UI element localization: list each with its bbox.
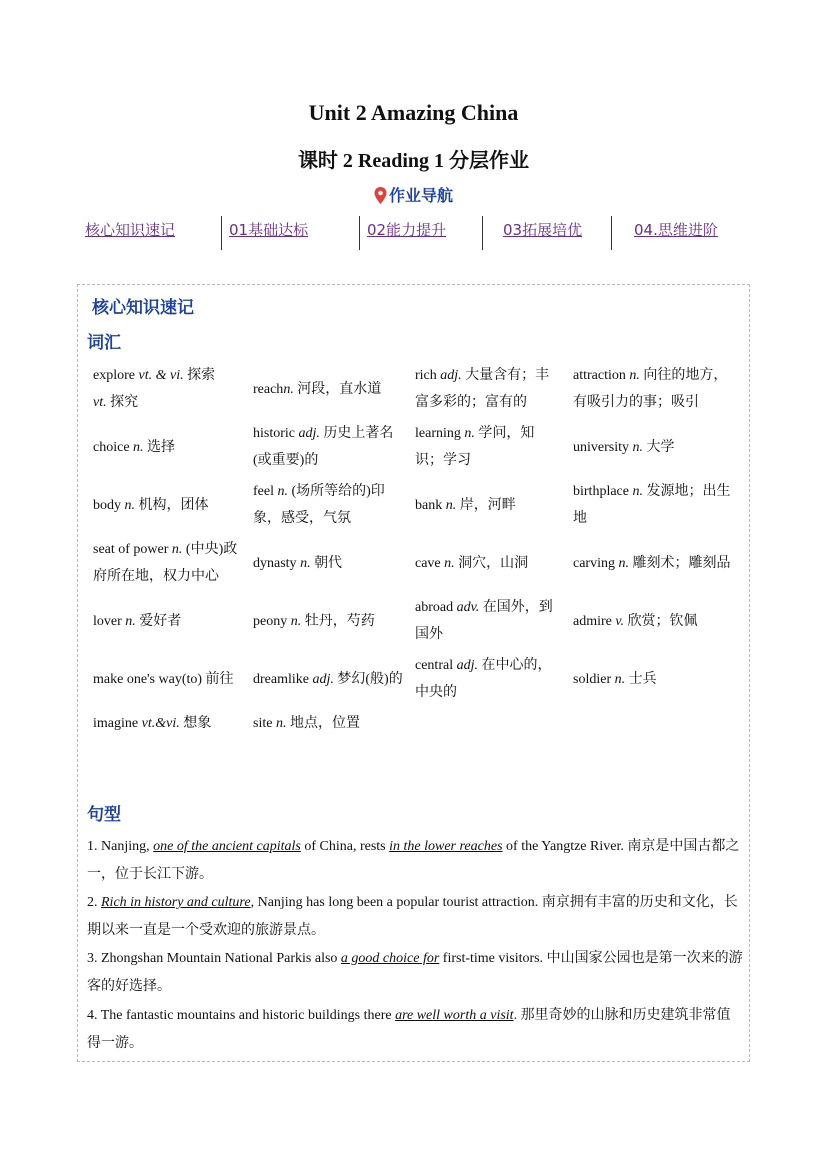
document-subtitle: 课时 2 Reading 1 分层作业 — [297, 150, 530, 172]
vocab-pos: n. — [133, 439, 144, 455]
vocab-meaning: 向往的地方，有吸引力的事；吸引 — [573, 368, 728, 410]
vocab-word: cave — [415, 555, 445, 571]
sentence-key-phrase: in the lower reaches — [389, 839, 503, 854]
vocab-pos: adj. — [298, 426, 320, 441]
vocab-word: learning — [415, 426, 465, 441]
vocab-pos: n. — [444, 555, 455, 571]
vocab-word: attraction — [573, 368, 630, 383]
vocab-pos: n. — [464, 426, 475, 441]
vocab-meaning: 机构，团体 — [135, 497, 209, 513]
nav-link-extension[interactable]: 03拓展培优 — [503, 221, 583, 239]
vocab-entry — [409, 360, 567, 418]
nav-divider — [359, 216, 360, 250]
vocab-pos: n. — [283, 381, 294, 397]
vocab-word: historic — [253, 426, 299, 441]
vocab-meaning: 朝代 — [310, 555, 343, 571]
vocab-word: dreamlike — [253, 671, 313, 687]
nav-link-thinking[interactable]: 04.思维进阶 — [634, 221, 718, 239]
vocab-entry — [247, 534, 409, 592]
vocab-row — [87, 418, 743, 476]
vocab-entry — [247, 592, 409, 650]
vocab-pos: n. — [618, 555, 629, 571]
vocab-pos: vt. & vi. — [138, 368, 184, 383]
nav-link-ability[interactable]: 02能力提升 — [367, 221, 447, 239]
vocab-entry — [567, 418, 743, 476]
vocab-entry — [409, 592, 567, 650]
vocab-meaning: 洞穴，山洞 — [454, 555, 529, 571]
vocab-pos: n. — [300, 555, 311, 571]
sentence-heading: 句型 — [87, 805, 121, 825]
vocab-entry — [567, 534, 743, 592]
vocab-word: bank — [415, 497, 446, 513]
document-title: Unit 2 Amazing China — [308, 100, 519, 125]
vocab-meaning: 发源地；出生地 — [573, 484, 731, 526]
vocab-row — [87, 592, 743, 650]
vocab-meaning: 牡丹，芍药 — [301, 613, 375, 629]
vocab-entry — [567, 650, 743, 708]
vocab-entry — [567, 708, 743, 739]
sentence-text: 1. Nanjing, — [87, 839, 154, 854]
vocab-entry — [567, 476, 743, 534]
vocab-entry — [247, 650, 409, 708]
sentence-text: 3. Zhongshan Mountain National Parkis also — [87, 951, 341, 966]
vocab-row — [87, 476, 743, 534]
vocab-meaning: 岸，河畔 — [456, 497, 516, 513]
vocab-meaning: (场所等给的)印象，感受，气氛 — [253, 484, 385, 526]
vocab-pos: n. — [125, 613, 136, 629]
vocab-pos: adv. — [456, 600, 480, 615]
sentence-item — [87, 889, 743, 945]
vocab-word: central — [415, 658, 457, 673]
vocab-heading: 词汇 — [87, 333, 121, 353]
vocab-word: imagine — [93, 716, 142, 731]
vocab-entry — [567, 360, 743, 418]
vocab-row — [87, 650, 743, 708]
vocab-meaning: 探究 — [106, 395, 139, 410]
vocab-word: admire — [573, 613, 616, 629]
vocab-pos: n. — [445, 497, 457, 513]
vocab-word: carving — [573, 555, 619, 571]
vocab-pos: v. — [615, 613, 625, 629]
vocab-word: abroad — [415, 600, 457, 615]
vocab-entry — [87, 534, 247, 592]
vocab-word: birthplace — [573, 484, 633, 499]
vocab-word: body — [93, 497, 125, 513]
nav-divider — [611, 216, 612, 250]
vocab-entry — [87, 360, 247, 418]
sentence-key-phrase: Rich in history and culture — [101, 895, 251, 910]
vocab-row — [87, 708, 743, 739]
vocab-entry — [409, 708, 567, 739]
vocab-word: soldier — [573, 671, 615, 687]
vocab-word: seat of power — [93, 542, 172, 557]
vocab-word: rich — [415, 368, 441, 383]
sentence-item — [87, 1002, 743, 1058]
vocab-entry — [409, 650, 567, 708]
vocab-meaning: 在国外，到国外 — [415, 600, 553, 642]
location-pin-icon — [374, 187, 387, 204]
vocab-entry — [247, 476, 409, 534]
vocab-pos: n. — [614, 671, 626, 687]
vocab-meaning: 探索 — [183, 368, 216, 383]
sentence-text: of China, rests — [300, 839, 390, 854]
nav-link-core-knowledge[interactable]: 核心知识速记 — [85, 221, 176, 239]
core-knowledge-heading: 核心知识速记 — [92, 298, 194, 318]
vocab-word: make one's way(to) 前往 — [93, 671, 234, 687]
homework-nav-heading — [0, 183, 827, 206]
vocab-entry — [247, 360, 409, 418]
vocab-pos: n. — [171, 542, 183, 557]
vocab-meaning: 梦幻(般)的 — [333, 671, 403, 687]
vocab-entry — [409, 534, 567, 592]
vocab-pos: adj. — [312, 671, 334, 687]
vocab-pos: n. — [632, 439, 643, 455]
vocab-pos: n. — [632, 484, 643, 499]
vocab-pos: vt.&vi. — [141, 716, 180, 731]
vocab-meaning: 士兵 — [625, 671, 657, 687]
vocab-word: dynasty — [253, 555, 301, 571]
sentence-text: 2. — [87, 895, 101, 910]
sentence-text: . 那里奇妙的山脉和历史建筑非常值得一游。 — [87, 1008, 731, 1051]
vocab-word: site — [253, 716, 276, 731]
vocab-word: choice — [93, 439, 134, 455]
vocab-meaning: 爱好者 — [135, 613, 182, 629]
vocab-pos: n. — [275, 716, 287, 731]
vocab-pos: n. — [290, 613, 302, 629]
vocab-entry — [87, 476, 247, 534]
nav-divider — [221, 216, 222, 250]
vocab-pos: adj. — [456, 658, 478, 673]
vocab-entry — [247, 708, 409, 739]
vocab-meaning: 大量含有；丰富多彩的；富有的 — [415, 368, 550, 410]
sentence-text: first-time visitors. 中山国家公园也是第一次来的游客的好选择。 — [87, 951, 743, 994]
vocab-word: reach — [253, 381, 284, 397]
vocab-meaning: 学问，知识；学习 — [415, 426, 535, 468]
vocab-meaning: 大学 — [643, 439, 675, 455]
vocab-word: feel — [253, 484, 278, 499]
vocab-entry — [567, 592, 743, 650]
sentence-text: , Nanjing has long been a popular tourist attraction. 南京拥有丰富的历史和文化，长期以来一直是一个受欢迎的旅游景点。 — [87, 895, 738, 938]
vocab-row — [87, 360, 743, 418]
sentence-text: 4. The fantastic mountains and historic buildings there — [87, 1008, 396, 1023]
sentence-key-phrase: one of the ancient capitals — [153, 839, 301, 854]
sentence-text: of the Yangtze River. 南京是中国古都之一，位于长江下游。 — [87, 839, 740, 882]
vocab-meaning: 想象 — [179, 716, 212, 731]
vocab-entry — [87, 708, 247, 739]
vocab-word: university — [573, 439, 633, 455]
vocab-word: peony — [253, 613, 291, 629]
vocab-meaning: 欣赏；钦佩 — [624, 613, 698, 629]
vocab-word: lover — [93, 613, 126, 629]
nav-divider — [482, 216, 483, 250]
vocab-meaning: 历史上著名(或重要)的 — [253, 426, 394, 468]
vocab-entry — [87, 650, 247, 708]
vocab-meaning: 雕刻术；雕刻品 — [628, 555, 731, 571]
vocab-pos: n. — [629, 368, 640, 383]
vocab-entry — [247, 418, 409, 476]
vocab-row — [87, 534, 743, 592]
vocab-meaning: (中央)政府所在地，权力中心 — [93, 542, 238, 584]
sentence-key-phrase: are well worth a visit — [395, 1008, 514, 1023]
vocab-pos: n. — [277, 484, 288, 499]
vocab-meaning: 地点，位置 — [286, 716, 360, 731]
sentence-item — [87, 945, 743, 1001]
vocab-entry — [87, 418, 247, 476]
vocab-pos: vt. — [93, 395, 107, 410]
vocab-entry — [409, 418, 567, 476]
vocab-meaning: 河段，直水道 — [293, 381, 382, 397]
vocab-word: explore — [93, 368, 139, 383]
vocab-meaning: 选择 — [143, 439, 176, 455]
sentence-item — [87, 833, 743, 889]
vocab-meaning: 在中心的，中央的 — [415, 658, 552, 700]
vocab-pos: n. — [124, 497, 135, 513]
sentence-key-phrase: a good choice for — [340, 951, 440, 966]
homework-nav-label: 作业导航 — [388, 186, 453, 205]
vocab-table — [87, 360, 743, 739]
vocab-entry — [87, 592, 247, 650]
nav-link-basic[interactable]: 01基础达标 — [229, 221, 309, 239]
vocab-pos: adj. — [440, 368, 462, 383]
vocab-entry — [409, 476, 567, 534]
